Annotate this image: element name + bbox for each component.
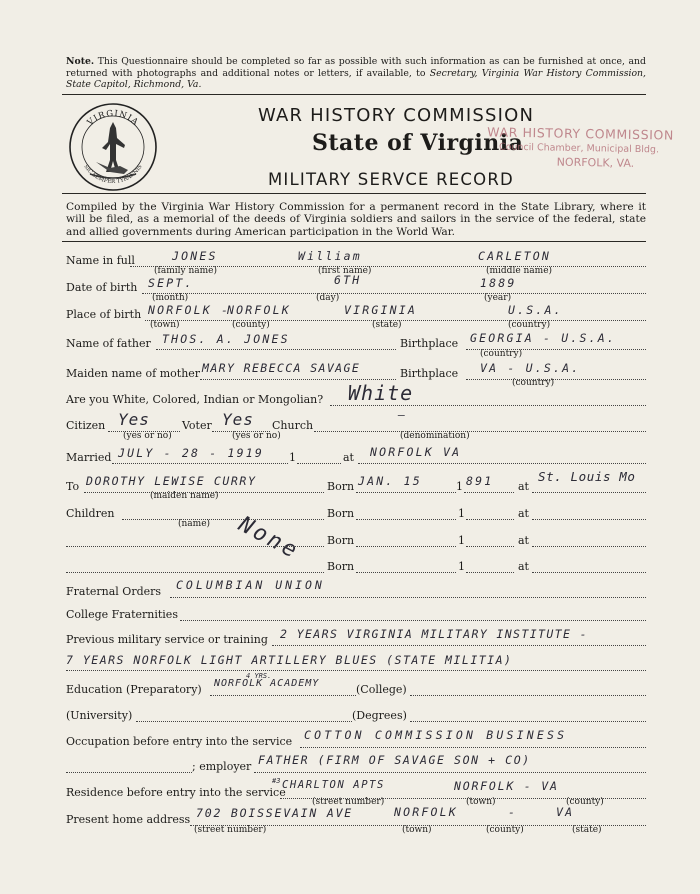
label-residence-county: (county) bbox=[566, 797, 604, 807]
value-previous-2: 7 YEARS NORFOLK LIGHT ARTILLERY BLUES (STATE MILITIA) bbox=[66, 653, 513, 667]
value-home-street: 702 BOISSEVAIN AVE bbox=[196, 806, 354, 820]
label-name-in-full: Name in full bbox=[66, 254, 135, 267]
label-county: (county) bbox=[232, 320, 270, 330]
label-married-one: 1 bbox=[289, 451, 296, 464]
field-line-child-2-at[interactable] bbox=[532, 546, 646, 547]
value-pob-town: NORFOLK - bbox=[148, 303, 231, 317]
field-line-married-at[interactable] bbox=[358, 463, 646, 464]
value-birth-year: 1889 bbox=[480, 276, 517, 290]
stamp-line-3: NORFOLK, VA. bbox=[556, 155, 635, 170]
label-mother: Maiden name of mother bbox=[66, 367, 201, 380]
field-line-child-1[interactable] bbox=[122, 519, 324, 520]
label-education: Education (Preparatory) bbox=[66, 683, 202, 696]
label-first-name: (first name) bbox=[318, 266, 372, 276]
value-prep: NORFOLK ACADEMY bbox=[214, 678, 320, 689]
value-spouse-at: St. Louis Mo bbox=[538, 469, 636, 484]
label-occupation: Occupation before entry into the service bbox=[66, 735, 293, 748]
value-occupation: COTTON COMMISSION BUSINESS bbox=[304, 728, 568, 742]
value-residence-number: #3 bbox=[272, 777, 281, 785]
field-line-previous-1[interactable] bbox=[272, 645, 646, 646]
commission-stamp bbox=[487, 124, 674, 170]
field-line-married-date[interactable] bbox=[112, 463, 288, 464]
label-residence-town: (town) bbox=[466, 797, 496, 807]
label-father: Name of father bbox=[66, 337, 151, 350]
value-birth-month: SEPT. bbox=[148, 276, 194, 290]
field-line-child-1-born[interactable] bbox=[356, 519, 456, 520]
field-line-college-frat[interactable] bbox=[180, 620, 646, 621]
label-church: Church bbox=[272, 419, 314, 432]
value-spouse-year: 891 bbox=[466, 474, 494, 488]
value-married-at: NORFOLK VA bbox=[370, 445, 462, 459]
value-spouse: DOROTHY LEWISE CURRY bbox=[86, 474, 257, 488]
note-address: Secretary, Virginia War History Commission, State Capitol, Richmond, Va. bbox=[66, 67, 646, 90]
label-child-1-born: Born bbox=[327, 507, 355, 520]
label-denomination: (denomination) bbox=[400, 431, 470, 441]
label-university: (University) bbox=[66, 709, 133, 722]
note-body: This Questionnaire should be completed so far as possible with such information as can be furnished at once, and returned with photographs and additional notes or letters, if available, to bbox=[66, 56, 646, 79]
stamp-line-1: WAR HISTORY COMMISSION bbox=[487, 124, 675, 143]
label-to: To bbox=[66, 480, 80, 493]
label-college-fraternities: College Fraternities bbox=[66, 608, 178, 621]
label-home-state: (state) bbox=[572, 825, 602, 835]
value-father: THOS. A. JONES bbox=[162, 332, 290, 346]
value-residence: CHARLTON APTS bbox=[282, 779, 385, 791]
label-mother-country: (country) bbox=[512, 378, 555, 388]
label-child-3-at: at bbox=[518, 560, 529, 573]
value-voter: Yes bbox=[222, 410, 254, 429]
field-line-father[interactable] bbox=[156, 349, 396, 350]
label-child-1-at: at bbox=[518, 507, 529, 520]
field-line-child-3-at[interactable] bbox=[532, 572, 646, 573]
label-college: (College) bbox=[356, 683, 407, 696]
header-commission: WAR HISTORY COMMISSION bbox=[258, 105, 535, 126]
label-home-town: (town) bbox=[402, 825, 432, 835]
field-line-race[interactable] bbox=[330, 405, 646, 406]
label-spouse-born: Born bbox=[327, 480, 355, 493]
label-town: (town) bbox=[150, 320, 180, 330]
field-line-married-gap[interactable] bbox=[297, 463, 341, 464]
label-citizen: Citizen bbox=[66, 419, 106, 432]
value-home-county: - bbox=[508, 805, 518, 819]
label-married: Married bbox=[66, 451, 112, 464]
label-child-1-year-prefix: 1 bbox=[458, 507, 465, 520]
label-middle-name: (middle name) bbox=[486, 266, 553, 276]
intro-paragraph: Compiled by the Virginia War History Commission for a permanent record in the State Library, where it will be filed, as a memorial of the deeds of Virginia soldiers and sailors in the service of the federal, state and allied governments during American participation in the World War. bbox=[66, 201, 646, 238]
value-children: None bbox=[234, 512, 304, 565]
field-line-mother-birthplace[interactable] bbox=[466, 379, 646, 380]
svg-text:SIC SEMPER TYRANNIS: SIC SEMPER TYRANNIS bbox=[82, 163, 144, 186]
field-line-employer[interactable] bbox=[254, 772, 646, 773]
label-day: (day) bbox=[316, 293, 340, 303]
value-middle-name: CARLETON bbox=[478, 249, 551, 263]
value-spouse-born: JAN. 15 bbox=[358, 474, 422, 488]
value-birth-day: 6TH bbox=[334, 273, 362, 287]
label-place-of-birth: Place of birth bbox=[66, 308, 142, 321]
label-children: Children bbox=[66, 507, 115, 520]
field-line-child-2-year[interactable] bbox=[466, 546, 514, 547]
value-mother-birthplace: VA - U.S.A. bbox=[480, 361, 581, 375]
label-home-county: (county) bbox=[486, 825, 524, 835]
field-line-fraternal[interactable] bbox=[170, 597, 646, 598]
field-line-spouse-born[interactable] bbox=[356, 492, 456, 493]
label-degrees: (Degrees) bbox=[352, 709, 407, 722]
value-years-note: 4 YRS. bbox=[246, 672, 272, 680]
field-line-prep[interactable] bbox=[210, 695, 356, 696]
value-first-name: William bbox=[298, 249, 362, 263]
label-residence: Residence before entry into the service bbox=[66, 786, 286, 799]
value-home-town: NORFOLK bbox=[394, 805, 458, 819]
value-previous-1: 2 YEARS VIRGINIA MILITARY INSTITUTE - bbox=[280, 627, 588, 641]
value-mother: MARY REBECCA SAVAGE bbox=[202, 361, 361, 375]
label-fraternal-orders: Fraternal Orders bbox=[66, 585, 162, 598]
field-line-child-3-year[interactable] bbox=[466, 572, 514, 573]
field-line-mother[interactable] bbox=[200, 379, 396, 380]
svg-text:VIRGINIA: VIRGINIA bbox=[85, 108, 141, 129]
field-line-church[interactable] bbox=[314, 431, 646, 432]
field-line-child-1-at[interactable] bbox=[532, 519, 646, 520]
stamp-line-2: Council Chamber, Municipal Bldg. bbox=[498, 141, 660, 156]
value-pob-state: VIRGINIA bbox=[344, 303, 417, 317]
label-month: (month) bbox=[152, 293, 189, 303]
field-line-previous-2[interactable] bbox=[66, 670, 646, 671]
field-line-degrees[interactable] bbox=[410, 721, 646, 722]
value-citizen: Yes bbox=[118, 410, 150, 429]
label-voter: Voter bbox=[182, 419, 212, 432]
top-rule bbox=[62, 94, 646, 95]
label-country: (country) bbox=[508, 320, 551, 330]
value-father-birthplace: GEORGIA - U.S.A. bbox=[470, 331, 616, 345]
field-line-college[interactable] bbox=[410, 695, 646, 696]
label-family-name: (family name) bbox=[154, 266, 217, 276]
label-previous-service: Previous military service or training bbox=[66, 633, 268, 646]
label-voter-yes-no: (yes or no) bbox=[232, 431, 281, 441]
value-family-name: JONES bbox=[172, 249, 218, 263]
value-race: White bbox=[348, 381, 414, 405]
value-married-date: JULY - 28 - 1919 bbox=[118, 446, 264, 460]
note-lead: Note. bbox=[66, 56, 95, 67]
label-citizen-yes-no: (yes or no) bbox=[123, 431, 172, 441]
label-child-name: (name) bbox=[178, 519, 211, 529]
field-line-child-3[interactable] bbox=[66, 572, 324, 573]
label-married-at: at bbox=[343, 451, 354, 464]
field-line-spouse-year[interactable] bbox=[464, 492, 514, 493]
label-spouse-at: at bbox=[518, 480, 529, 493]
label-residence-street: (street number) bbox=[312, 797, 385, 807]
label-spouse-year-prefix: 1 bbox=[456, 480, 463, 493]
field-line-child-3-born[interactable] bbox=[356, 572, 456, 573]
label-year: (year) bbox=[484, 293, 512, 303]
field-line-child-2-born[interactable] bbox=[356, 546, 456, 547]
header-rule bbox=[62, 193, 646, 194]
field-line-child-2[interactable] bbox=[66, 546, 324, 547]
value-pob-country: U.S.A. bbox=[508, 303, 563, 317]
field-line-child-1-year[interactable] bbox=[466, 519, 514, 520]
value-pob-county: NORFOLK bbox=[227, 303, 291, 317]
label-mother-birthplace: Birthplace bbox=[400, 367, 459, 380]
field-line-occupation[interactable] bbox=[300, 747, 646, 748]
label-child-2-born: Born bbox=[327, 534, 355, 547]
label-father-country: (country) bbox=[480, 349, 523, 359]
field-line-occupation-2[interactable] bbox=[66, 772, 192, 773]
label-maiden-name: (maiden name) bbox=[150, 491, 219, 501]
virginia-seal-icon bbox=[68, 102, 158, 192]
label-race-question: Are you White, Colored, Indian or Mongolian? bbox=[66, 393, 324, 406]
field-line-dob[interactable] bbox=[142, 293, 646, 294]
label-date-of-birth: Date of birth bbox=[66, 281, 138, 294]
label-child-3-year-prefix: 1 bbox=[458, 560, 465, 573]
value-fraternal: COLUMBIAN UNION bbox=[176, 578, 325, 592]
label-child-3-born: Born bbox=[327, 560, 355, 573]
value-home-state: VA bbox=[556, 805, 575, 819]
label-child-2-year-prefix: 1 bbox=[458, 534, 465, 547]
value-residence-town: NORFOLK - VA bbox=[454, 779, 559, 793]
value-employer: FATHER (FIRM OF SAVAGE SON + CO) bbox=[258, 753, 531, 767]
note-paragraph bbox=[66, 56, 646, 91]
label-child-2-at: at bbox=[518, 534, 529, 547]
label-state: (state) bbox=[372, 320, 402, 330]
field-line-spouse-at[interactable] bbox=[532, 492, 646, 493]
label-father-birthplace: Birthplace bbox=[400, 337, 459, 350]
header-state: State of Virginia bbox=[312, 130, 524, 156]
header-record: MILITARY SERVCE RECORD bbox=[268, 170, 514, 189]
field-line-university[interactable] bbox=[136, 721, 352, 722]
value-church: — bbox=[398, 408, 408, 422]
label-present-address: Present home address bbox=[66, 813, 191, 826]
label-home-street: (street number) bbox=[194, 825, 267, 835]
intro-rule bbox=[62, 241, 646, 242]
label-employer: ; employer bbox=[192, 760, 252, 773]
